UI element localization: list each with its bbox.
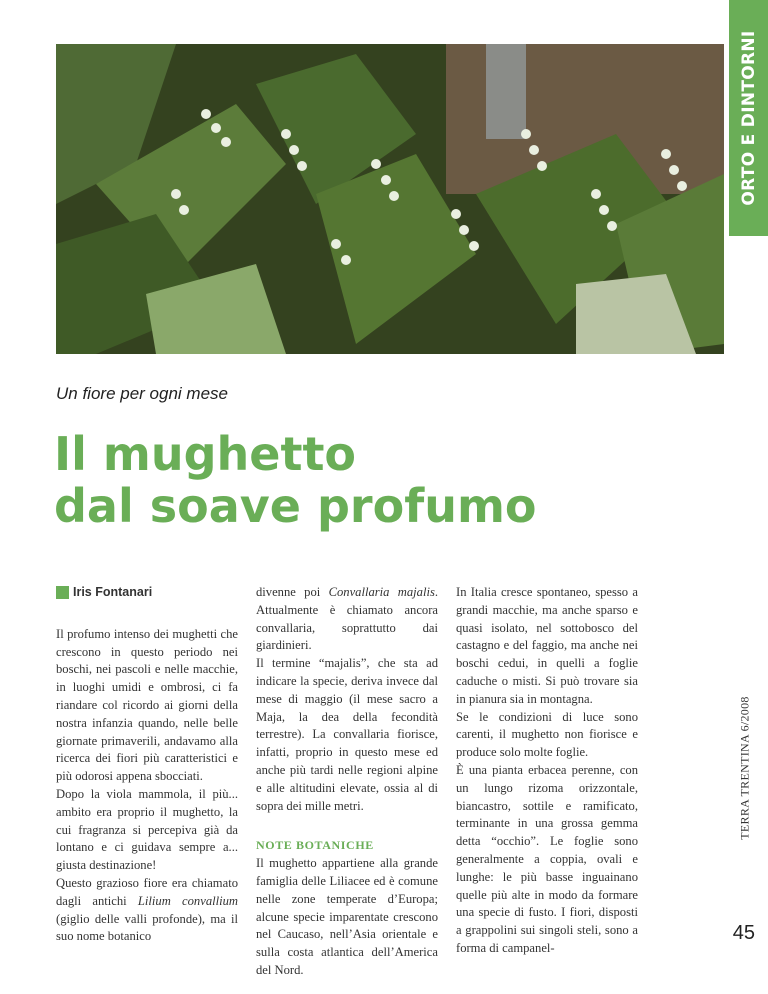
magazine-issue-label: TERRA TRENTINA 6/2008	[737, 696, 752, 840]
title-line-2: dal soave profumo	[54, 479, 537, 533]
column-1	[56, 584, 238, 946]
subheading: NOTE BOTANICHE	[256, 838, 374, 853]
section-tab	[729, 0, 768, 236]
paragraph	[56, 875, 238, 946]
paragraph	[256, 584, 438, 655]
title-line-1: Il mughetto	[54, 427, 357, 481]
botanical-name: Convallaria majalis	[328, 585, 435, 599]
lily-of-the-valley-photo	[56, 44, 724, 354]
photo-illustration	[56, 44, 724, 354]
text-run: (giglio delle valli profonde), ma il suo nome botanico	[56, 911, 238, 944]
latin-name: Lilium convallium	[137, 893, 239, 908]
byline	[56, 584, 238, 602]
paragraph: Il termine “majalis”, che sta ad indicare la specie, deriva invece dal mese di maggio (il mese sacro a Maja, la dea della fecondità terrestre). La convallaria fiorisce, infatti, proprio in questo mese ed anche più tardi nelle regioni alpine e alle altitudini elevate, ossia al di sopra dei mille metri.	[256, 656, 438, 813]
paragraph: Dopo la viola mammola, il più... ambito era proprio il mughetto, la cui fragranza si percepiva già da lontano e ci guidava sempre a... giusta destinazione!	[56, 786, 238, 873]
article-title	[54, 428, 614, 532]
byline-square-icon	[56, 586, 69, 599]
column-3	[456, 584, 638, 958]
page-number: 45	[732, 922, 755, 944]
text-run: divenne poi	[256, 585, 329, 599]
text-run: Questo grazioso fiore era chiamato dagli antichi	[56, 875, 238, 908]
kicker: Un fiore per ogni mese	[56, 384, 228, 403]
column-2	[256, 584, 438, 980]
paragraph: È una pianta erbacea perenne, con un lungo rizoma orizzontale, biancastro, sottile e ramificato, terminante in una grossa gemma detta “occhio”. Le foglie sono generalmente a coppia, ovali e lunghe: le più basse inguainano quelle più alte in modo da formare una specie di fusto. I fiori, disposti a grappolini sui singoli steli, sono a forma di campanel-	[456, 762, 638, 955]
magazine-issue	[735, 648, 755, 888]
paragraph: In Italia cresce spontaneo, spesso a grandi macchie, ma anche sparso e quasi isolato, nel sottobosco del castagno e del faggio, ma anche nei boschi cedui, in quelli a foglie caduche o misti. Si può trovare sia in pianura sia in montagna.	[456, 585, 638, 706]
section-tab-label: ORTO E DINTORNI	[738, 30, 759, 206]
author-name: Iris Fontanari	[73, 585, 153, 599]
paragraph: Se le condizioni di luce sono carenti, il mughetto non fiorisce e produce solo molte foglie.	[456, 709, 638, 760]
paragraph: Il mughetto appartiene alla grande famiglia delle Liliacee ed è comune nelle zone temperate d’Europa; alcune specie imparentate crescono nel Caucaso, nell’Asia orientale e sulla costa atlantica dell’America del Nord.	[256, 856, 438, 977]
paragraph: Il profumo intenso dei mughetti che crescono in questo periodo nei boschi, nei pascoli e nelle macchie, in luoghi umidi e ombrosi, ci fa riandare col ricordo ai giorni della nostra infanzia quando, nelle belle giornate primaverili, andavamo alla ricerca dei fiori più caratteristici e più odorosi appena sbocciati.	[56, 626, 238, 784]
text-run: . Attualmente è chiamato ancora convallaria, soprattutto dai giardinieri.	[256, 585, 438, 653]
